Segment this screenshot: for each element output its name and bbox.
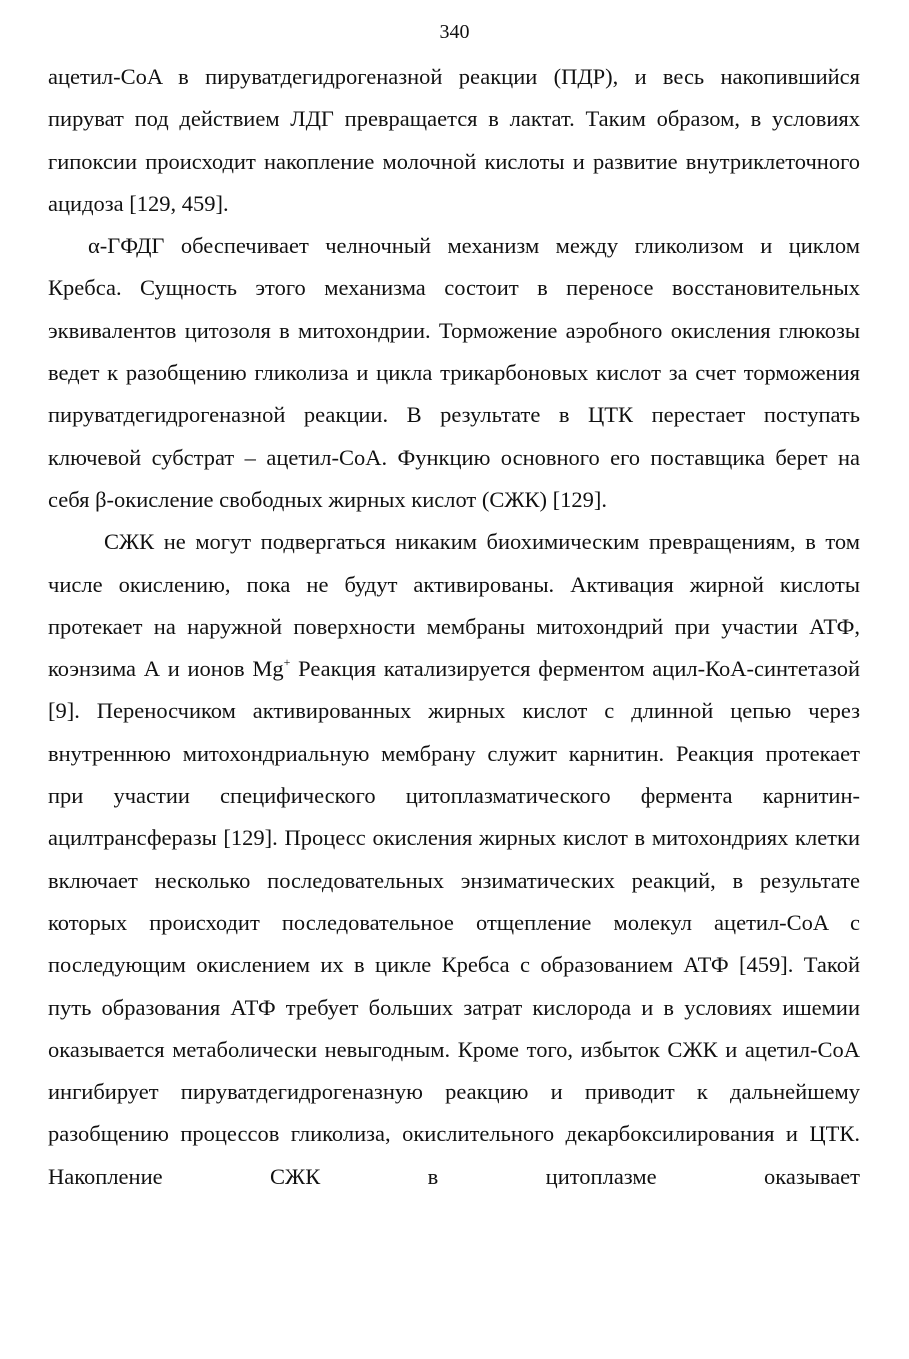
paragraph-ffa-part1: СЖК не могут подвергаться никаким биохимическим превращениям, в том числе окислению, пока не будут активированы. Активация жирной кислоты протекает на наружной поверхности мембраны митохондрий при участии АТФ, коэнзима А и ионов Mg	[48, 529, 860, 682]
page-number: 340	[439, 21, 470, 43]
paragraph-hypoxia-lactate: ацетил-CoA в пируватдегидрогеназной реакции (ПДР), и весь накопившийся пируват под действием ЛДГ превращается в лактат. Таким образом, в условиях гипоксии происходит накопление молочной кислоты и развитие внутриклеточного ацидоза [129, 459].	[48, 64, 860, 216]
paragraph-ffa-activation	[48, 521, 860, 1198]
paragraph-gfdg-shuttle: α-ГФДГ обеспечивает челночный механизм между гликолизом и циклом Кребса. Сущность этого механизма состоит в переносе восстановительных эквивалентов цитозоля в митохондрии. Торможение аэробного окисления глюкозы ведет к разобщению гликолиза и цикла трикарбоновых кислот за счет торможения пируватдегидрогеназной реакции. В результате в ЦТК перестает поступать ключевой субстрат – ацетил-CoA. Функцию основного его поставщика берет на себя β-окисление свободных жирных кислот (СЖК) [129].	[48, 233, 860, 512]
paragraph-ffa-part2: Реакция катализируется ферментом ацил-КоА-синтетазой [9]. Переносчиком активированных жирных кислот с длинной цепью через внутреннюю митохондриальную мембрану служит карнитин. Реакция протекает при участии специфического цитоплазматического фермента карнитин-ацилтрансферазы [129]. Процесс окисления жирных кислот в митохондриях клетки включает несколько последовательных энзиматических реакций, в результате которых происходит последовательное отщепление молекул ацетил-CoA с последующим окислением их в цикле Кребса с образованием АТФ [459]. Такой путь образования АТФ требует больших затрат кислорода и в условиях ишемии оказывается метаболически невыгодным. Кроме того, избыток СЖК и ацетил-CoA ингибирует пируватдегидрогеназную реакцию и приводит к дальнейшему разобщению процессов гликолиза, окислительного декарбоксилирования и ЦТК. Накопление СЖК в цитоплазме оказывает	[48, 656, 861, 1189]
mg-ion-charge-superscript: +	[283, 655, 291, 670]
document-body	[48, 56, 860, 1198]
